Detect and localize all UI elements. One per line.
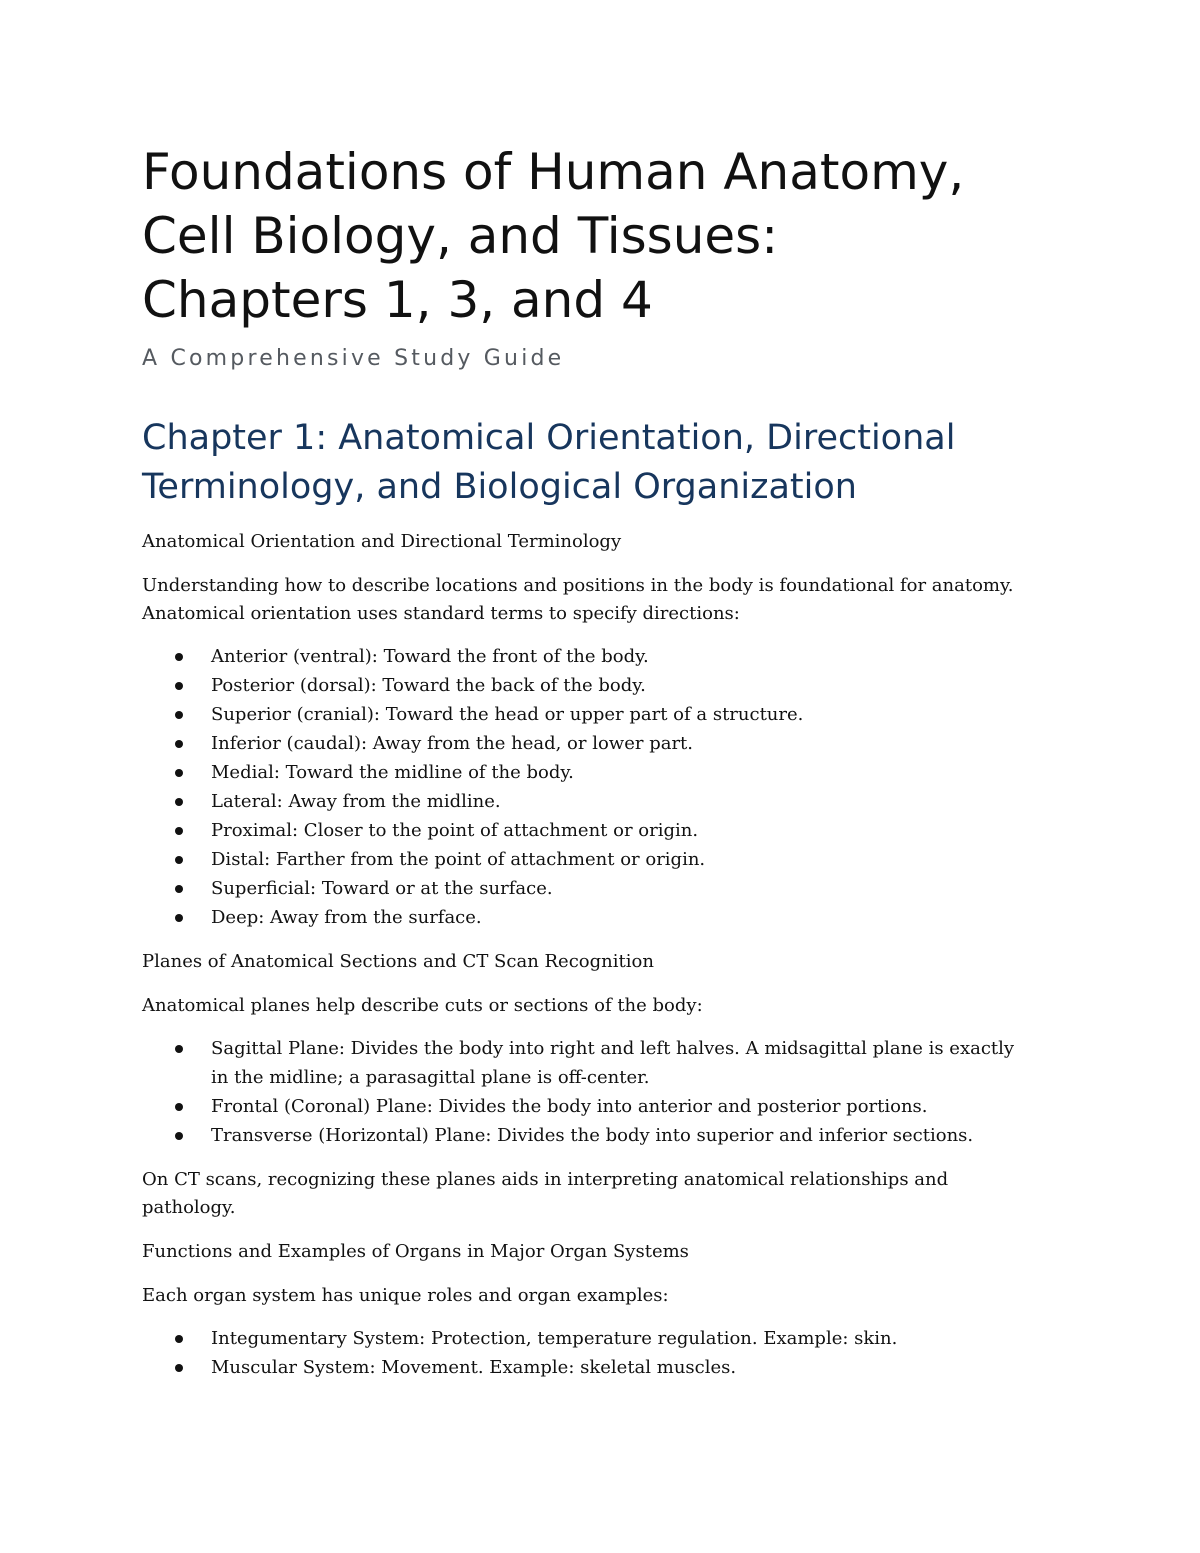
bullet-icon: [175, 682, 183, 690]
bullet-icon: [175, 798, 183, 806]
chapter-1-heading-line-1: Chapter 1: Anatomical Orientation, Directional: [142, 418, 956, 458]
chapter-1-heading: [142, 414, 1067, 512]
bullet-icon: [175, 914, 183, 922]
list-item: [142, 816, 1067, 845]
orientation-section-heading: Anatomical Orientation and Directional Terminology: [142, 531, 622, 552]
document-subtitle: A Comprehensive Study Guide: [142, 346, 565, 371]
term-text: Posterior (dorsal): Toward the back of the body.: [211, 675, 646, 696]
bullet-icon: [175, 711, 183, 719]
list-item: [142, 758, 1067, 787]
document-title: [142, 140, 1067, 332]
sagittal-line-2: in the midline; a parasagittal plane is off-center.: [211, 1067, 650, 1088]
orientation-intro-line-2: Anatomical orientation uses standard terms to specify directions:: [142, 603, 740, 624]
bullet-icon: [175, 856, 183, 864]
term-text: Superficial: Toward or at the surface.: [211, 878, 553, 899]
term-text: Distal: Farther from the point of attachment or origin.: [211, 849, 706, 870]
organ-system-text: Integumentary System: Protection, temperature regulation. Example: skin.: [211, 1328, 898, 1349]
frontal-plane-text: Frontal (Coronal) Plane: Divides the body into anterior and posterior portions.: [211, 1096, 928, 1117]
bullet-icon: [175, 769, 183, 777]
ct-scan-paragraph: [142, 1166, 1067, 1222]
term-text: Deep: Away from the surface.: [211, 907, 482, 928]
document-page: [142, 140, 1067, 1382]
list-item: [142, 700, 1067, 729]
bullet-icon: [175, 1045, 183, 1053]
title-line-2: Cell Biology, and Tissues:: [142, 207, 779, 265]
term-text: Inferior (caudal): Away from the head, or lower part.: [211, 733, 694, 754]
organs-intro: Each organ system has unique roles and organ examples:: [142, 1285, 669, 1306]
bullet-icon: [175, 740, 183, 748]
transverse-plane-text: Transverse (Horizontal) Plane: Divides the body into superior and inferior sections.: [211, 1125, 974, 1146]
term-text: Proximal: Closer to the point of attachment or origin.: [211, 820, 699, 841]
term-text: Anterior (ventral): Toward the front of the body.: [211, 646, 649, 667]
sagittal-line-1: Sagittal Plane: Divides the body into right and left halves. A midsagittal plane is exactly: [211, 1038, 1015, 1059]
bullet-icon: [175, 885, 183, 893]
list-item: [142, 1353, 1067, 1382]
title-line-1: Foundations of Human Anatomy,: [142, 143, 965, 201]
list-item: [142, 1034, 1067, 1092]
term-text: Medial: Toward the midline of the body.: [211, 762, 574, 783]
list-item: [142, 874, 1067, 903]
bullet-icon: [175, 1103, 183, 1111]
bullet-icon: [175, 1335, 183, 1343]
ct-line-1: On CT scans, recognizing these planes aids in interpreting anatomical relationships and: [142, 1169, 949, 1190]
directional-terms-list: [142, 642, 1067, 932]
title-line-3: Chapters 1, 3, and 4: [142, 271, 653, 329]
list-item: [142, 787, 1067, 816]
organ-system-text: Muscular System: Movement. Example: skeletal muscles.: [211, 1357, 737, 1378]
list-item: [142, 671, 1067, 700]
list-item: [142, 729, 1067, 758]
organs-section-heading: Functions and Examples of Organs in Major Organ Systems: [142, 1241, 689, 1262]
list-item: [142, 1324, 1067, 1353]
orientation-intro: [142, 572, 1067, 628]
organ-systems-list: [142, 1324, 1067, 1382]
chapter-1-heading-line-2: Terminology, and Biological Organization: [142, 467, 857, 507]
term-text: Superior (cranial): Toward the head or upper part of a structure.: [211, 704, 804, 725]
bullet-icon: [175, 653, 183, 661]
bullet-icon: [175, 827, 183, 835]
bullet-icon: [175, 1132, 183, 1140]
bullet-icon: [175, 1364, 183, 1372]
list-item: [142, 845, 1067, 874]
planes-section-heading: Planes of Anatomical Sections and CT Scan Recognition: [142, 951, 654, 972]
planes-intro: Anatomical planes help describe cuts or sections of the body:: [142, 995, 703, 1016]
planes-list: [142, 1034, 1067, 1150]
term-text: Lateral: Away from the midline.: [211, 791, 501, 812]
list-item: [142, 1092, 1067, 1121]
list-item: [142, 903, 1067, 932]
list-item: [142, 642, 1067, 671]
ct-line-2: pathology.: [142, 1197, 236, 1218]
orientation-intro-line-1: Understanding how to describe locations and positions in the body is foundational for anatomy.: [142, 575, 1014, 596]
list-item: [142, 1121, 1067, 1150]
